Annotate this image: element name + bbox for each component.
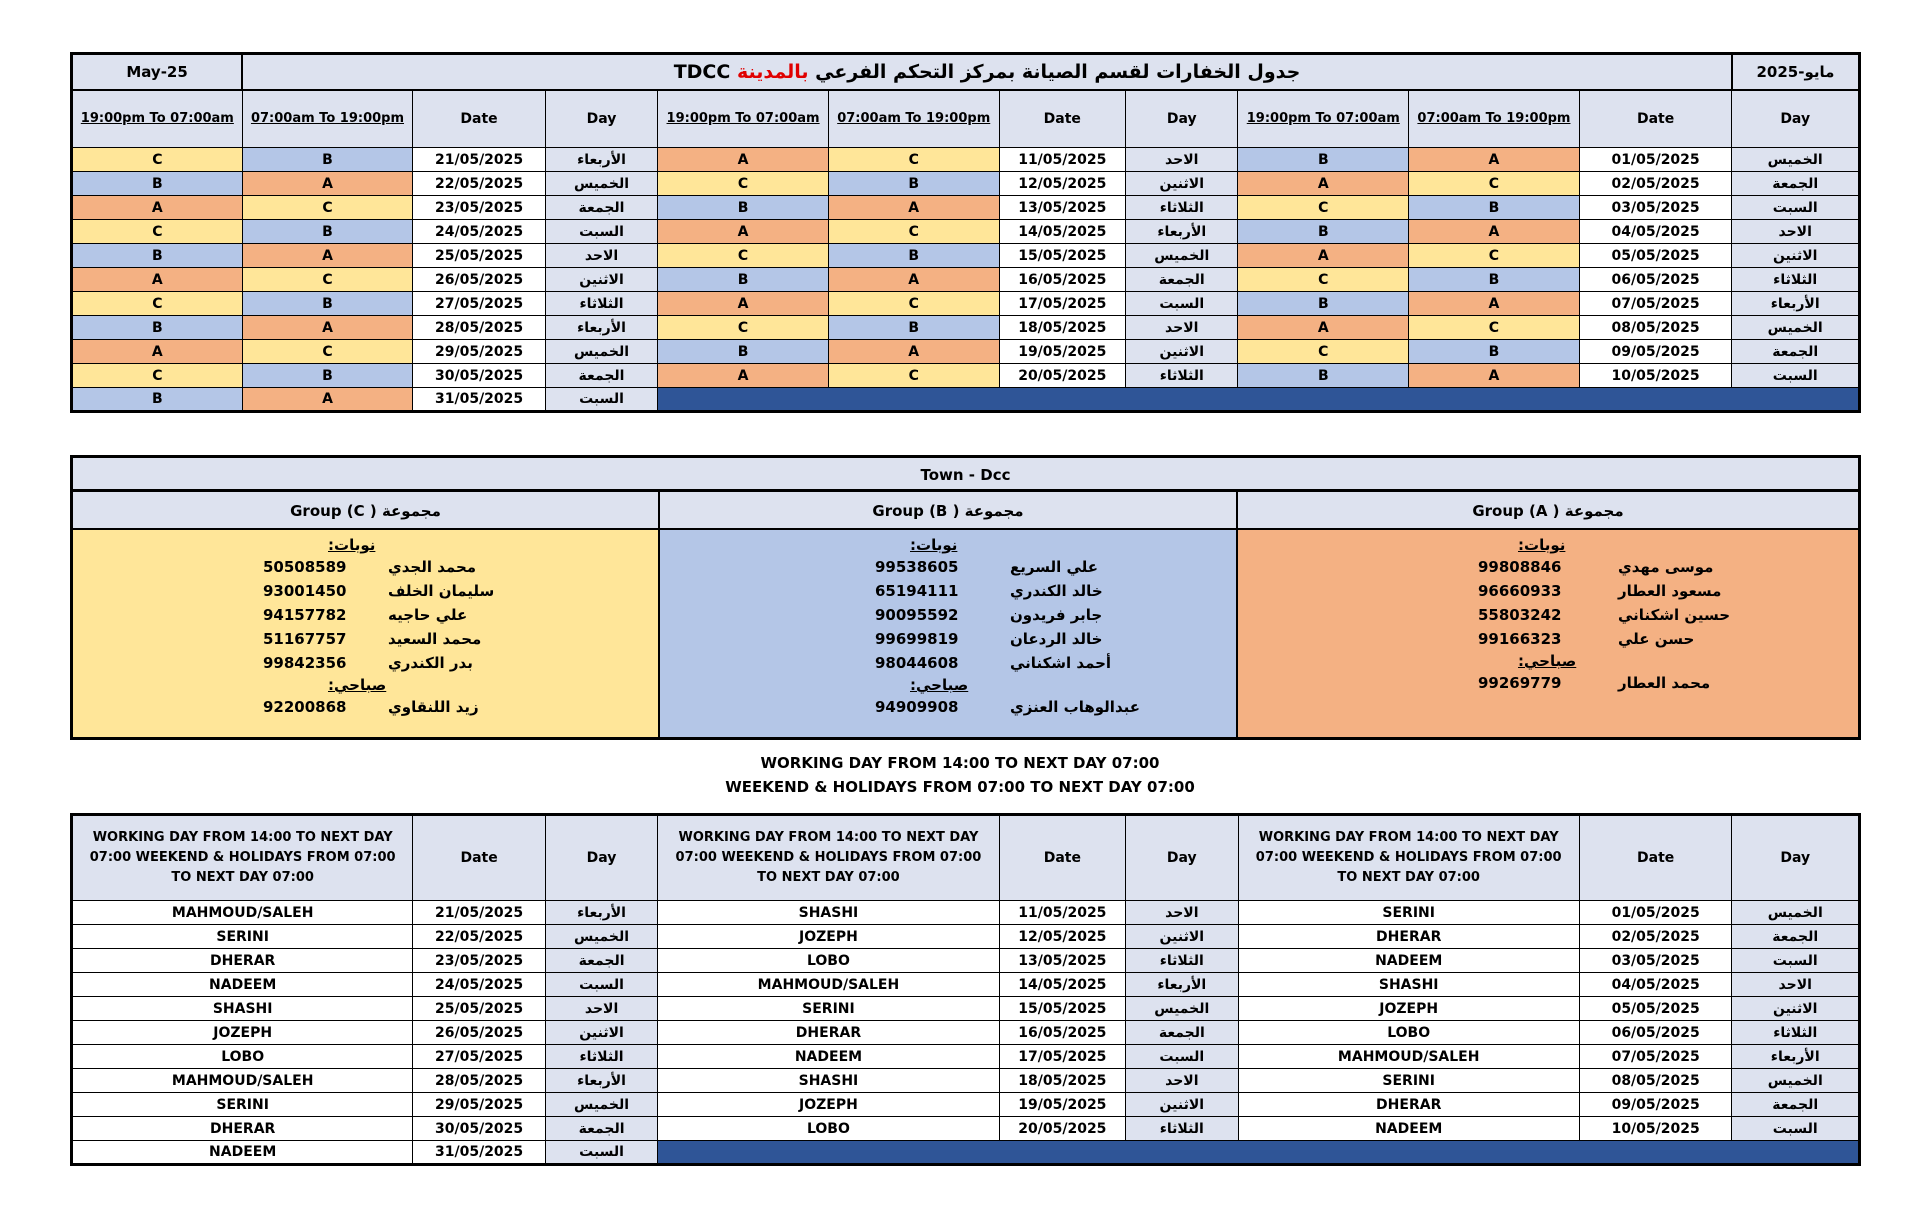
morning-label: صباحي: bbox=[910, 676, 969, 694]
roster-day: الاثنين bbox=[1126, 925, 1238, 949]
day-shift-group: A bbox=[1409, 220, 1580, 244]
shift-day: الأربعاء bbox=[545, 148, 657, 172]
day-shift-group: B bbox=[242, 364, 413, 388]
shift-day: الخميس bbox=[1732, 316, 1860, 340]
night-shift-group: C bbox=[72, 148, 243, 172]
night-shift-header: 19:00pm To 07:00am bbox=[658, 90, 829, 148]
night-shift-group: B bbox=[1238, 220, 1409, 244]
shift-day: السبت bbox=[545, 388, 657, 412]
shifts-label: نوبات: bbox=[328, 536, 376, 554]
member-phone: 94157782 bbox=[263, 606, 347, 624]
roster-date: 02/05/2025 bbox=[1579, 925, 1732, 949]
shift-day: الخميس bbox=[1126, 244, 1238, 268]
roster-day: الأربعاء bbox=[1126, 973, 1238, 997]
day-header: Day bbox=[545, 90, 657, 148]
group-b-panel bbox=[660, 530, 1238, 737]
member-name: مسعود العطار bbox=[1618, 582, 1722, 600]
day-shift-group: C bbox=[1409, 172, 1580, 196]
night-shift-group: B bbox=[1238, 148, 1409, 172]
shift-day: السبت bbox=[1732, 196, 1860, 220]
morning-member-name: زيد اللنقاوي bbox=[388, 698, 479, 716]
roster-date: 10/05/2025 bbox=[1579, 1117, 1732, 1141]
day-shift-group: C bbox=[1409, 316, 1580, 340]
night-shift-group: A bbox=[72, 268, 243, 292]
shift-date: 17/05/2025 bbox=[999, 292, 1125, 316]
roster-date: 24/05/2025 bbox=[413, 973, 546, 997]
shift-date: 07/05/2025 bbox=[1579, 292, 1732, 316]
roster-date: 26/05/2025 bbox=[413, 1021, 546, 1045]
member-phone: 99842356 bbox=[263, 654, 347, 672]
roster-name: NADEEM bbox=[1238, 1117, 1579, 1141]
roster-date: 18/05/2025 bbox=[999, 1069, 1125, 1093]
member-phone: 93001450 bbox=[263, 582, 347, 600]
night-shift-group: B bbox=[658, 268, 829, 292]
shift-day: الخميس bbox=[1732, 148, 1860, 172]
roster-name: NADEEM bbox=[658, 1045, 999, 1069]
roster-name: SHASHI bbox=[72, 997, 413, 1021]
shifts-label: نوبات: bbox=[910, 536, 958, 554]
shift-day: الاثنين bbox=[545, 268, 657, 292]
roster-day: الخميس bbox=[1126, 997, 1238, 1021]
shift-date: 25/05/2025 bbox=[413, 244, 546, 268]
roster-name: DHERAR bbox=[658, 1021, 999, 1045]
day-shift-group: C bbox=[828, 148, 999, 172]
filler-bar bbox=[658, 388, 1860, 412]
shift-date: 30/05/2025 bbox=[413, 364, 546, 388]
shift-date: 26/05/2025 bbox=[413, 268, 546, 292]
roster-date: 07/05/2025 bbox=[1579, 1045, 1732, 1069]
night-shift-group: C bbox=[658, 172, 829, 196]
member-name: سليمان الخلف bbox=[388, 582, 495, 600]
date-header: Date bbox=[413, 90, 546, 148]
shift-date: 19/05/2025 bbox=[999, 340, 1125, 364]
shift-date: 23/05/2025 bbox=[413, 196, 546, 220]
roster-name: MAHMOUD/SALEH bbox=[72, 901, 413, 925]
member-name: بدر الكندري bbox=[388, 654, 473, 672]
shift-day: الأربعاء bbox=[1732, 292, 1860, 316]
member-name: خالد الردعان bbox=[1010, 630, 1103, 648]
morning-member-phone: 92200868 bbox=[263, 698, 347, 716]
member-phone: 99699819 bbox=[875, 630, 959, 648]
roster-name: DHERAR bbox=[72, 949, 413, 973]
group-c-label: Group (C ) مجموعة bbox=[73, 492, 660, 530]
roster-day: الثلاثاء bbox=[1126, 949, 1238, 973]
roster-date-header: Date bbox=[999, 815, 1125, 901]
day-shift-group: C bbox=[828, 292, 999, 316]
shift-date: 01/05/2025 bbox=[1579, 148, 1732, 172]
night-shift-group: B bbox=[72, 172, 243, 196]
month-label: May-25 bbox=[72, 54, 243, 90]
shift-date: 20/05/2025 bbox=[999, 364, 1125, 388]
night-shift-group: A bbox=[658, 292, 829, 316]
roster-schedule-header: WORKING DAY FROM 14:00 TO NEXT DAY 07:00 WEEKEND & HOLIDAYS FROM 07:00 TO NEXT DAY 07:00 bbox=[72, 815, 413, 901]
member-name: أحمد اشكناني bbox=[1010, 654, 1112, 672]
title-arabic: جدول الخفارات لقسم الصيانة بمركز التحكم الفرعي bbox=[808, 60, 1301, 83]
roster-day: الثلاثاء bbox=[1126, 1117, 1238, 1141]
roster-day: الثلاثاء bbox=[1732, 1021, 1860, 1045]
roster-name: JOZEPH bbox=[1238, 997, 1579, 1021]
shift-date: 08/05/2025 bbox=[1579, 316, 1732, 340]
roster-date: 20/05/2025 bbox=[999, 1117, 1125, 1141]
day-shift-header: 07:00am To 19:00pm bbox=[828, 90, 999, 148]
member-phone: 98044608 bbox=[875, 654, 959, 672]
groups-section bbox=[70, 455, 1861, 740]
shifts-label: نوبات: bbox=[1518, 536, 1566, 554]
filler-bar bbox=[658, 1141, 1860, 1165]
roster-name: NADEEM bbox=[72, 1141, 413, 1165]
night-shift-group: C bbox=[72, 364, 243, 388]
roster-date: 30/05/2025 bbox=[413, 1117, 546, 1141]
day-shift-group: A bbox=[828, 268, 999, 292]
roster-day-header: Day bbox=[545, 815, 657, 901]
roster-day: الاثنين bbox=[1126, 1093, 1238, 1117]
roster-name: SHASHI bbox=[658, 1069, 999, 1093]
roster-day: الاثنين bbox=[1732, 997, 1860, 1021]
member-name: خالد الكندري bbox=[1010, 582, 1103, 600]
roster-date: 01/05/2025 bbox=[1579, 901, 1732, 925]
day-header: Day bbox=[1732, 90, 1860, 148]
roster-name: SERINI bbox=[658, 997, 999, 1021]
night-shift-header: 19:00pm To 07:00am bbox=[1238, 90, 1409, 148]
roster-name: LOBO bbox=[658, 949, 999, 973]
roster-day: الجمعة bbox=[545, 949, 657, 973]
day-shift-group: B bbox=[1409, 196, 1580, 220]
shift-day: الاحد bbox=[545, 244, 657, 268]
night-shift-group: A bbox=[1238, 316, 1409, 340]
night-shift-group: A bbox=[72, 340, 243, 364]
roster-day: الخميس bbox=[545, 925, 657, 949]
roster-day: الجمعة bbox=[1732, 925, 1860, 949]
morning-member-phone: 99269779 bbox=[1478, 674, 1562, 692]
shift-day: الاثنين bbox=[1126, 340, 1238, 364]
day-shift-group: C bbox=[242, 340, 413, 364]
day-shift-group: C bbox=[828, 220, 999, 244]
working-hours-note: WORKING DAY FROM 14:00 TO NEXT DAY 07:00 bbox=[760, 754, 1160, 772]
roster-day: الجمعة bbox=[545, 1117, 657, 1141]
roster-date: 21/05/2025 bbox=[413, 901, 546, 925]
shift-date: 31/05/2025 bbox=[413, 388, 546, 412]
night-shift-group: A bbox=[1238, 172, 1409, 196]
night-shift-group: A bbox=[658, 220, 829, 244]
shift-date: 18/05/2025 bbox=[999, 316, 1125, 340]
shift-date: 03/05/2025 bbox=[1579, 196, 1732, 220]
roster-name: SERINI bbox=[1238, 1069, 1579, 1093]
shift-date: 29/05/2025 bbox=[413, 340, 546, 364]
roster-date: 03/05/2025 bbox=[1579, 949, 1732, 973]
member-phone: 65194111 bbox=[875, 582, 959, 600]
day-header: Day bbox=[1126, 90, 1238, 148]
roster-date: 11/05/2025 bbox=[999, 901, 1125, 925]
roster-name: SERINI bbox=[72, 925, 413, 949]
member-phone: 50508589 bbox=[263, 558, 347, 576]
roster-name: MAHMOUD/SALEH bbox=[1238, 1045, 1579, 1069]
roster-day: الخميس bbox=[545, 1093, 657, 1117]
roster-day: الاثنين bbox=[545, 1021, 657, 1045]
roster-name: LOBO bbox=[1238, 1021, 1579, 1045]
member-phone: 96660933 bbox=[1478, 582, 1562, 600]
page-title bbox=[242, 54, 1732, 90]
roster-schedule-header: WORKING DAY FROM 14:00 TO NEXT DAY 07:00 WEEKEND & HOLIDAYS FROM 07:00 TO NEXT DAY 07:00 bbox=[1238, 815, 1579, 901]
night-shift-group: C bbox=[72, 220, 243, 244]
shift-day: الأربعاء bbox=[1126, 220, 1238, 244]
roster-date: 04/05/2025 bbox=[1579, 973, 1732, 997]
night-shift-group: B bbox=[1238, 364, 1409, 388]
night-shift-group: C bbox=[658, 316, 829, 340]
day-shift-group: A bbox=[828, 196, 999, 220]
roster-name: JOZEPH bbox=[72, 1021, 413, 1045]
group-a-panel bbox=[1238, 530, 1858, 737]
member-phone: 51167757 bbox=[263, 630, 347, 648]
member-phone: 99166323 bbox=[1478, 630, 1562, 648]
shift-date: 15/05/2025 bbox=[999, 244, 1125, 268]
shift-day: الثلاثاء bbox=[1732, 268, 1860, 292]
day-shift-group: B bbox=[242, 220, 413, 244]
shift-day: الجمعة bbox=[1732, 340, 1860, 364]
day-shift-header: 07:00am To 19:00pm bbox=[1409, 90, 1580, 148]
roster-name: JOZEPH bbox=[658, 1093, 999, 1117]
roster-date-header: Date bbox=[1579, 815, 1732, 901]
roster-table bbox=[70, 813, 1861, 1166]
day-shift-group: A bbox=[242, 388, 413, 412]
roster-day: الاحد bbox=[545, 997, 657, 1021]
roster-name: MAHMOUD/SALEH bbox=[658, 973, 999, 997]
roster-name: LOBO bbox=[658, 1117, 999, 1141]
shift-date: 27/05/2025 bbox=[413, 292, 546, 316]
day-shift-group: A bbox=[242, 316, 413, 340]
night-shift-group: B bbox=[658, 340, 829, 364]
member-phone: 55803242 bbox=[1478, 606, 1562, 624]
roster-day: السبت bbox=[1732, 949, 1860, 973]
shift-date: 13/05/2025 bbox=[999, 196, 1125, 220]
night-shift-group: B bbox=[72, 244, 243, 268]
roster-date: 31/05/2025 bbox=[413, 1141, 546, 1165]
roster-date: 28/05/2025 bbox=[413, 1069, 546, 1093]
shift-date: 14/05/2025 bbox=[999, 220, 1125, 244]
shift-day: الاحد bbox=[1126, 148, 1238, 172]
shift-day: الأربعاء bbox=[545, 316, 657, 340]
shift-day: السبت bbox=[1126, 292, 1238, 316]
day-shift-group: C bbox=[1409, 244, 1580, 268]
roster-date: 12/05/2025 bbox=[999, 925, 1125, 949]
roster-day: السبت bbox=[545, 1141, 657, 1165]
night-shift-group: C bbox=[658, 244, 829, 268]
roster-date: 16/05/2025 bbox=[999, 1021, 1125, 1045]
night-shift-group: B bbox=[72, 388, 243, 412]
morning-member-name: عبدالوهاب العنزي bbox=[1010, 698, 1140, 716]
night-shift-group: A bbox=[1238, 244, 1409, 268]
roster-name: SERINI bbox=[72, 1093, 413, 1117]
roster-date: 22/05/2025 bbox=[413, 925, 546, 949]
member-name: محمد السعيد bbox=[388, 630, 482, 648]
roster-day: السبت bbox=[545, 973, 657, 997]
shift-date: 16/05/2025 bbox=[999, 268, 1125, 292]
day-shift-header: 07:00am To 19:00pm bbox=[242, 90, 413, 148]
roster-day: الجمعة bbox=[1732, 1093, 1860, 1117]
night-shift-group: A bbox=[72, 196, 243, 220]
shift-date: 12/05/2025 bbox=[999, 172, 1125, 196]
roster-date: 25/05/2025 bbox=[413, 997, 546, 1021]
roster-day: الأربعاء bbox=[545, 901, 657, 925]
shift-schedule-table bbox=[70, 52, 1861, 413]
roster-name: NADEEM bbox=[72, 973, 413, 997]
night-shift-group: B bbox=[1238, 292, 1409, 316]
roster-day: السبت bbox=[1126, 1045, 1238, 1069]
member-phone: 99808846 bbox=[1478, 558, 1562, 576]
member-phone: 99538605 bbox=[875, 558, 959, 576]
arabic-month-label: مايو-2025 bbox=[1732, 54, 1860, 90]
shift-day: الخميس bbox=[545, 172, 657, 196]
roster-day: الاحد bbox=[1126, 1069, 1238, 1093]
roster-name: DHERAR bbox=[1238, 1093, 1579, 1117]
roster-date: 27/05/2025 bbox=[413, 1045, 546, 1069]
title-city: بالمدينة bbox=[736, 60, 809, 83]
group-a-label: Group (A ) مجموعة bbox=[1238, 492, 1858, 530]
night-shift-group: C bbox=[1238, 340, 1409, 364]
shift-date: 06/05/2025 bbox=[1579, 268, 1732, 292]
roster-day: السبت bbox=[1732, 1117, 1860, 1141]
day-shift-group: B bbox=[1409, 340, 1580, 364]
roster-date: 06/05/2025 bbox=[1579, 1021, 1732, 1045]
morning-member-name: محمد العطار bbox=[1618, 674, 1711, 692]
member-name: علي حاجيه bbox=[388, 606, 468, 624]
shift-date: 10/05/2025 bbox=[1579, 364, 1732, 388]
roster-name: MAHMOUD/SALEH bbox=[72, 1069, 413, 1093]
roster-date: 23/05/2025 bbox=[413, 949, 546, 973]
night-shift-group: C bbox=[1238, 268, 1409, 292]
morning-member-phone: 94909908 bbox=[875, 698, 959, 716]
roster-day: الاحد bbox=[1732, 973, 1860, 997]
day-shift-group: C bbox=[242, 196, 413, 220]
shift-day: السبت bbox=[1732, 364, 1860, 388]
shift-day: الجمعة bbox=[1732, 172, 1860, 196]
day-shift-group: B bbox=[828, 172, 999, 196]
member-name: علي السريع bbox=[1010, 558, 1099, 576]
roster-day: الأربعاء bbox=[1732, 1045, 1860, 1069]
day-shift-group: C bbox=[242, 268, 413, 292]
roster-name: SHASHI bbox=[1238, 973, 1579, 997]
date-header: Date bbox=[999, 90, 1125, 148]
shift-day: الخميس bbox=[545, 340, 657, 364]
roster-date: 08/05/2025 bbox=[1579, 1069, 1732, 1093]
shift-date: 02/05/2025 bbox=[1579, 172, 1732, 196]
night-shift-group: A bbox=[658, 364, 829, 388]
morning-label: صباحي: bbox=[1518, 652, 1577, 670]
shift-date: 09/05/2025 bbox=[1579, 340, 1732, 364]
group-b-label: Group (B ) مجموعة bbox=[660, 492, 1238, 530]
morning-label: صباحي: bbox=[328, 676, 387, 694]
roster-day-header: Day bbox=[1126, 815, 1238, 901]
day-shift-group: A bbox=[1409, 292, 1580, 316]
roster-date: 29/05/2025 bbox=[413, 1093, 546, 1117]
night-shift-group: C bbox=[72, 292, 243, 316]
roster-name: LOBO bbox=[72, 1045, 413, 1069]
shift-day: الجمعة bbox=[1126, 268, 1238, 292]
day-shift-group: B bbox=[828, 244, 999, 268]
member-name: موسى مهدي bbox=[1618, 558, 1714, 576]
shift-day: الاثنين bbox=[1732, 244, 1860, 268]
roster-day: الخميس bbox=[1732, 1069, 1860, 1093]
roster-date: 17/05/2025 bbox=[999, 1045, 1125, 1069]
shift-day: الجمعة bbox=[545, 196, 657, 220]
roster-date: 13/05/2025 bbox=[999, 949, 1125, 973]
roster-day: الثلاثاء bbox=[545, 1045, 657, 1069]
day-shift-group: A bbox=[1409, 364, 1580, 388]
day-shift-group: A bbox=[828, 340, 999, 364]
group-c-panel bbox=[73, 530, 660, 737]
member-name: حسين اشكناني bbox=[1618, 606, 1731, 624]
member-name: جابر فريدون bbox=[1010, 606, 1103, 624]
member-phone: 90095592 bbox=[875, 606, 959, 624]
shift-day: الاحد bbox=[1732, 220, 1860, 244]
roster-date: 19/05/2025 bbox=[999, 1093, 1125, 1117]
shift-day: السبت bbox=[545, 220, 657, 244]
shift-date: 11/05/2025 bbox=[999, 148, 1125, 172]
roster-day-header: Day bbox=[1732, 815, 1860, 901]
roster-date: 09/05/2025 bbox=[1579, 1093, 1732, 1117]
shift-day: الاحد bbox=[1126, 316, 1238, 340]
day-shift-group: A bbox=[242, 244, 413, 268]
member-name: محمد الجدي bbox=[388, 558, 477, 576]
groups-title: Town - Dcc bbox=[73, 458, 1858, 492]
roster-name: SERINI bbox=[1238, 901, 1579, 925]
roster-name: SHASHI bbox=[658, 901, 999, 925]
night-shift-group: B bbox=[72, 316, 243, 340]
roster-schedule-header: WORKING DAY FROM 14:00 TO NEXT DAY 07:00 WEEKEND & HOLIDAYS FROM 07:00 TO NEXT DAY 07:00 bbox=[658, 815, 999, 901]
roster-day: الاحد bbox=[1126, 901, 1238, 925]
day-shift-group: B bbox=[242, 292, 413, 316]
day-shift-group: A bbox=[1409, 148, 1580, 172]
day-shift-group: B bbox=[242, 148, 413, 172]
roster-name: NADEEM bbox=[1238, 949, 1579, 973]
roster-name: DHERAR bbox=[72, 1117, 413, 1141]
day-shift-group: C bbox=[828, 364, 999, 388]
shift-day: الثلاثاء bbox=[1126, 196, 1238, 220]
roster-date-header: Date bbox=[413, 815, 546, 901]
night-shift-group: A bbox=[658, 148, 829, 172]
roster-name: JOZEPH bbox=[658, 925, 999, 949]
roster-day: الخميس bbox=[1732, 901, 1860, 925]
shift-day: الثلاثاء bbox=[545, 292, 657, 316]
member-name: حسن علي bbox=[1618, 630, 1695, 648]
roster-day: الأربعاء bbox=[545, 1069, 657, 1093]
weekend-hours-note: WEEKEND & HOLIDAYS FROM 07:00 TO NEXT DAY 07:00 bbox=[725, 778, 1195, 796]
roster-date: 14/05/2025 bbox=[999, 973, 1125, 997]
shift-day: الجمعة bbox=[545, 364, 657, 388]
shift-day: الثلاثاء bbox=[1126, 364, 1238, 388]
roster-date: 15/05/2025 bbox=[999, 997, 1125, 1021]
title-code: TDCC bbox=[673, 60, 737, 83]
shift-date: 21/05/2025 bbox=[413, 148, 546, 172]
roster-day: الجمعة bbox=[1126, 1021, 1238, 1045]
shift-date: 28/05/2025 bbox=[413, 316, 546, 340]
shift-date: 22/05/2025 bbox=[413, 172, 546, 196]
shift-date: 04/05/2025 bbox=[1579, 220, 1732, 244]
night-shift-header: 19:00pm To 07:00am bbox=[72, 90, 243, 148]
shift-date: 05/05/2025 bbox=[1579, 244, 1732, 268]
roster-date: 05/05/2025 bbox=[1579, 997, 1732, 1021]
day-shift-group: A bbox=[242, 172, 413, 196]
day-shift-group: B bbox=[828, 316, 999, 340]
date-header: Date bbox=[1579, 90, 1732, 148]
shift-date: 24/05/2025 bbox=[413, 220, 546, 244]
night-shift-group: C bbox=[1238, 196, 1409, 220]
roster-name: DHERAR bbox=[1238, 925, 1579, 949]
night-shift-group: B bbox=[658, 196, 829, 220]
day-shift-group: B bbox=[1409, 268, 1580, 292]
shift-day: الاثنين bbox=[1126, 172, 1238, 196]
